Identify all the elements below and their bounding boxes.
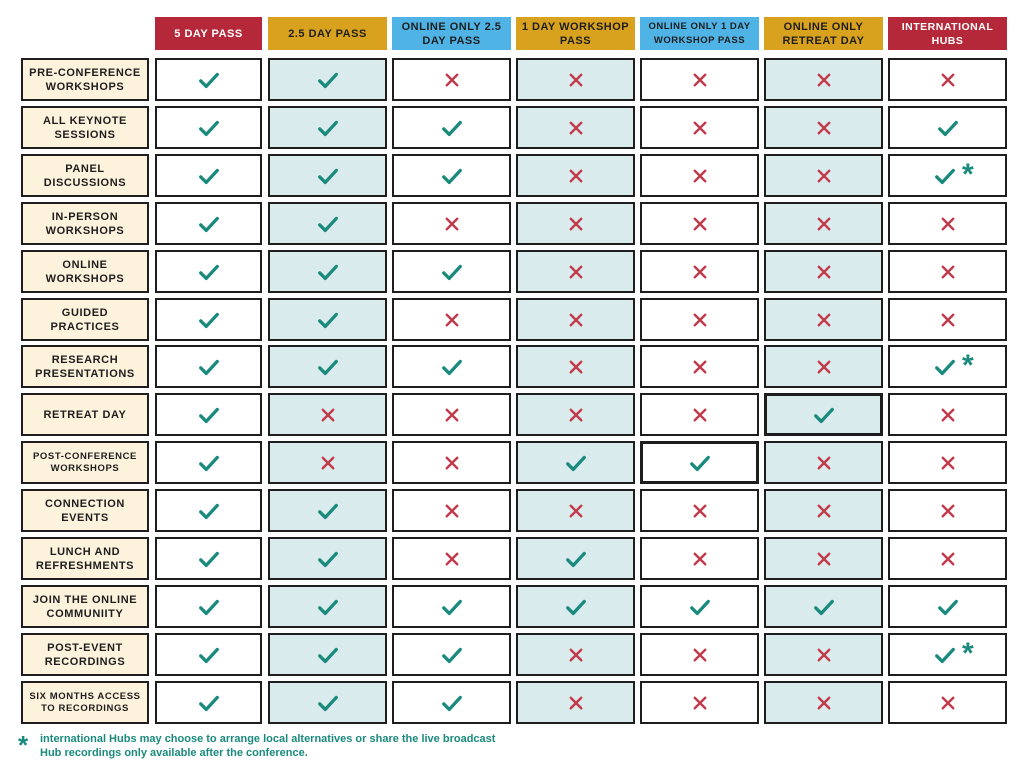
- cross-icon: [443, 71, 461, 89]
- cross-icon: [691, 502, 709, 520]
- table-cell: [155, 633, 262, 676]
- table-cell: [392, 489, 511, 532]
- cross-icon: [939, 694, 957, 712]
- table-cell: [640, 537, 759, 580]
- cross-icon: [691, 358, 709, 376]
- table-cell: [268, 250, 387, 293]
- table-cell: [516, 633, 635, 676]
- table-cell: [888, 298, 1007, 341]
- check-icon: [934, 165, 956, 187]
- cross-icon: [567, 358, 585, 376]
- row-label: ALL KEYNOTE SESSIONS: [21, 106, 149, 149]
- row-label: RESEARCH PRESENTATIONS: [21, 345, 149, 388]
- table-cell: [888, 489, 1007, 532]
- cross-icon: [443, 311, 461, 329]
- cross-icon: [567, 502, 585, 520]
- column-header-7: INTERNATIONAL HUBS: [888, 17, 1007, 50]
- cross-icon: [567, 311, 585, 329]
- table-cell: [155, 202, 262, 245]
- table-cell: [764, 154, 883, 197]
- cross-icon: [815, 311, 833, 329]
- cross-icon: [815, 550, 833, 568]
- check-icon: [317, 692, 339, 714]
- cross-icon: [443, 454, 461, 472]
- table-cell: [764, 681, 883, 724]
- table-cell: [268, 58, 387, 101]
- cross-icon: [319, 454, 337, 472]
- cross-icon: [939, 406, 957, 424]
- cross-icon: [815, 694, 833, 712]
- table-cell: [155, 154, 262, 197]
- table-cell: [764, 345, 883, 388]
- table-cell: [268, 393, 387, 436]
- cross-icon: [939, 311, 957, 329]
- row-label: IN-PERSON WORKSHOPS: [21, 202, 149, 245]
- table-cell: [640, 585, 759, 628]
- cross-icon: [691, 694, 709, 712]
- check-icon: [441, 165, 463, 187]
- table-cell: [640, 202, 759, 245]
- table-cell: [392, 202, 511, 245]
- row-label: ONLINE WORKSHOPS: [21, 250, 149, 293]
- check-icon: [198, 548, 220, 570]
- cross-icon: [691, 119, 709, 137]
- cross-icon: [815, 167, 833, 185]
- table-cell: [392, 441, 511, 484]
- check-icon: [198, 404, 220, 426]
- column-header-3: ONLINE ONLY 2.5 DAY PASS: [392, 17, 511, 50]
- table-cell: [268, 202, 387, 245]
- cross-icon: [691, 646, 709, 664]
- check-icon: [198, 692, 220, 714]
- cross-icon: [691, 311, 709, 329]
- table-cell: [888, 585, 1007, 628]
- table-cell: [764, 58, 883, 101]
- row-label: JOIN THE ONLINE COMMUNIITY: [21, 585, 149, 628]
- cross-icon: [815, 502, 833, 520]
- table-cell: [888, 58, 1007, 101]
- table-cell: [155, 489, 262, 532]
- check-icon: [689, 452, 711, 474]
- cross-icon: [939, 550, 957, 568]
- check-icon: [441, 117, 463, 139]
- check-icon: [317, 356, 339, 378]
- asterisk-mark: *: [962, 349, 974, 382]
- table-cell: [268, 441, 387, 484]
- table-cell: [764, 106, 883, 149]
- table-cell: [764, 250, 883, 293]
- cross-icon: [815, 71, 833, 89]
- table-cell: [392, 154, 511, 197]
- table-cell: [888, 393, 1007, 436]
- cross-icon: [815, 119, 833, 137]
- row-label: PRE-CONFERENCE WORKSHOPS: [21, 58, 149, 101]
- table-cell: [640, 106, 759, 149]
- cross-icon: [815, 215, 833, 233]
- cross-icon: [691, 71, 709, 89]
- table-cell: [268, 106, 387, 149]
- check-icon: [317, 117, 339, 139]
- table-cell: [155, 441, 262, 484]
- check-icon: [198, 165, 220, 187]
- row-label: POST-CONFERENCE WORKSHOPS: [21, 441, 149, 484]
- table-cell: [640, 298, 759, 341]
- table-cell: [392, 681, 511, 724]
- check-icon: [198, 309, 220, 331]
- table-cell: [764, 393, 883, 436]
- check-icon: [813, 596, 835, 618]
- check-icon: [198, 213, 220, 235]
- table-cell: [764, 441, 883, 484]
- table-cell: [640, 489, 759, 532]
- table-cell: [155, 250, 262, 293]
- table-cell: [392, 106, 511, 149]
- table-cell: [392, 537, 511, 580]
- table-cell: [640, 250, 759, 293]
- cross-icon: [939, 71, 957, 89]
- check-icon: [198, 356, 220, 378]
- check-icon: [198, 69, 220, 91]
- row-label: LUNCH AND REFRESHMENTS: [21, 537, 149, 580]
- table-cell: [392, 298, 511, 341]
- column-header-6: ONLINE ONLY RETREAT DAY: [764, 17, 883, 50]
- table-cell: [764, 633, 883, 676]
- check-icon: [934, 356, 956, 378]
- table-cell: [155, 298, 262, 341]
- table-cell: [516, 681, 635, 724]
- table-cell: [392, 393, 511, 436]
- footnote-line-1: international Hubs may choose to arrange local alternatives or share the live broadcast: [40, 733, 496, 745]
- check-icon: [441, 261, 463, 283]
- table-cell: [268, 489, 387, 532]
- table-cell: [268, 633, 387, 676]
- check-icon: [317, 596, 339, 618]
- footnote-asterisk: *: [18, 730, 29, 760]
- table-cell: [516, 489, 635, 532]
- table-cell: [888, 106, 1007, 149]
- cross-icon: [691, 167, 709, 185]
- table-cell: [640, 393, 759, 436]
- table-cell: [392, 58, 511, 101]
- table-cell: [392, 585, 511, 628]
- cross-icon: [567, 406, 585, 424]
- table-cell: [640, 345, 759, 388]
- table-cell: [764, 298, 883, 341]
- table-cell: [268, 345, 387, 388]
- table-cell: [516, 154, 635, 197]
- table-cell: [516, 345, 635, 388]
- cross-icon: [815, 358, 833, 376]
- table-cell: [155, 106, 262, 149]
- row-label: GUIDED PRACTICES: [21, 298, 149, 341]
- cross-icon: [443, 215, 461, 233]
- check-icon: [565, 596, 587, 618]
- cross-icon: [319, 406, 337, 424]
- check-icon: [565, 452, 587, 474]
- table-cell: [392, 633, 511, 676]
- check-icon: [565, 548, 587, 570]
- cross-icon: [815, 454, 833, 472]
- table-cell: [764, 585, 883, 628]
- check-icon: [317, 213, 339, 235]
- check-icon: [689, 596, 711, 618]
- check-icon: [441, 596, 463, 618]
- table-cell: [516, 202, 635, 245]
- table-cell: [764, 202, 883, 245]
- table-cell: [888, 633, 1007, 676]
- cross-icon: [939, 215, 957, 233]
- table-cell: [516, 298, 635, 341]
- check-icon: [937, 117, 959, 139]
- table-cell: [516, 537, 635, 580]
- check-icon: [317, 644, 339, 666]
- cross-icon: [691, 263, 709, 281]
- footnote-line-2: Hub recordings only available after the conference.: [40, 747, 308, 759]
- table-cell: [640, 441, 759, 484]
- table-cell: [155, 537, 262, 580]
- cross-icon: [939, 502, 957, 520]
- column-header-4: 1 DAY WORKSHOP PASS: [516, 17, 635, 50]
- column-header-1: 5 DAY PASS: [155, 17, 262, 50]
- table-cell: [268, 537, 387, 580]
- cross-icon: [691, 550, 709, 568]
- cross-icon: [567, 694, 585, 712]
- table-cell: [268, 681, 387, 724]
- cross-icon: [939, 454, 957, 472]
- table-cell: [888, 441, 1007, 484]
- asterisk-mark: *: [962, 158, 974, 191]
- row-label: SIX MONTHS ACCESS TO RECORDINGS: [21, 681, 149, 724]
- check-icon: [813, 404, 835, 426]
- check-icon: [317, 261, 339, 283]
- table-cell: [155, 585, 262, 628]
- table-cell: [516, 393, 635, 436]
- table-cell: [888, 681, 1007, 724]
- cross-icon: [815, 646, 833, 664]
- check-icon: [317, 500, 339, 522]
- row-label: CONNECTION EVENTS: [21, 489, 149, 532]
- table-cell: [516, 250, 635, 293]
- table-cell: [155, 58, 262, 101]
- table-cell: [155, 345, 262, 388]
- cross-icon: [567, 646, 585, 664]
- cross-icon: [443, 406, 461, 424]
- cross-icon: [443, 502, 461, 520]
- table-cell: [392, 345, 511, 388]
- table-cell: [268, 298, 387, 341]
- table-cell: [516, 441, 635, 484]
- cross-icon: [567, 119, 585, 137]
- check-icon: [198, 261, 220, 283]
- check-icon: [317, 309, 339, 331]
- check-icon: [937, 596, 959, 618]
- table-cell: [392, 250, 511, 293]
- table-cell: [155, 393, 262, 436]
- check-icon: [198, 452, 220, 474]
- table-cell: [888, 202, 1007, 245]
- row-label: PANEL DISCUSSIONS: [21, 154, 149, 197]
- table-cell: [888, 345, 1007, 388]
- cross-icon: [567, 167, 585, 185]
- table-cell: [516, 585, 635, 628]
- check-icon: [317, 165, 339, 187]
- check-icon: [317, 548, 339, 570]
- cross-icon: [691, 406, 709, 424]
- table-cell: [155, 681, 262, 724]
- row-label: POST-EVENT RECORDINGS: [21, 633, 149, 676]
- table-cell: [268, 154, 387, 197]
- asterisk-mark: *: [962, 637, 974, 670]
- check-icon: [441, 692, 463, 714]
- cross-icon: [567, 263, 585, 281]
- check-icon: [441, 644, 463, 666]
- cross-icon: [939, 263, 957, 281]
- check-icon: [198, 500, 220, 522]
- table-cell: [640, 633, 759, 676]
- cross-icon: [815, 263, 833, 281]
- check-icon: [198, 596, 220, 618]
- table-cell: [764, 489, 883, 532]
- cross-icon: [567, 215, 585, 233]
- table-cell: [268, 585, 387, 628]
- table-cell: [640, 681, 759, 724]
- table-cell: [516, 58, 635, 101]
- cross-icon: [691, 215, 709, 233]
- check-icon: [934, 644, 956, 666]
- table-cell: [640, 154, 759, 197]
- cross-icon: [567, 71, 585, 89]
- row-label: RETREAT DAY: [21, 393, 149, 436]
- check-icon: [198, 117, 220, 139]
- table-cell: [888, 250, 1007, 293]
- check-icon: [317, 69, 339, 91]
- column-header-5: ONLINE ONLY 1 DAY WORKSHOP PASS: [640, 17, 759, 50]
- check-icon: [441, 356, 463, 378]
- table-cell: [640, 58, 759, 101]
- column-header-2: 2.5 DAY PASS: [268, 17, 387, 50]
- check-icon: [198, 644, 220, 666]
- table-cell: [888, 537, 1007, 580]
- cross-icon: [443, 550, 461, 568]
- table-cell: [516, 106, 635, 149]
- table-cell: [764, 537, 883, 580]
- table-cell: [888, 154, 1007, 197]
